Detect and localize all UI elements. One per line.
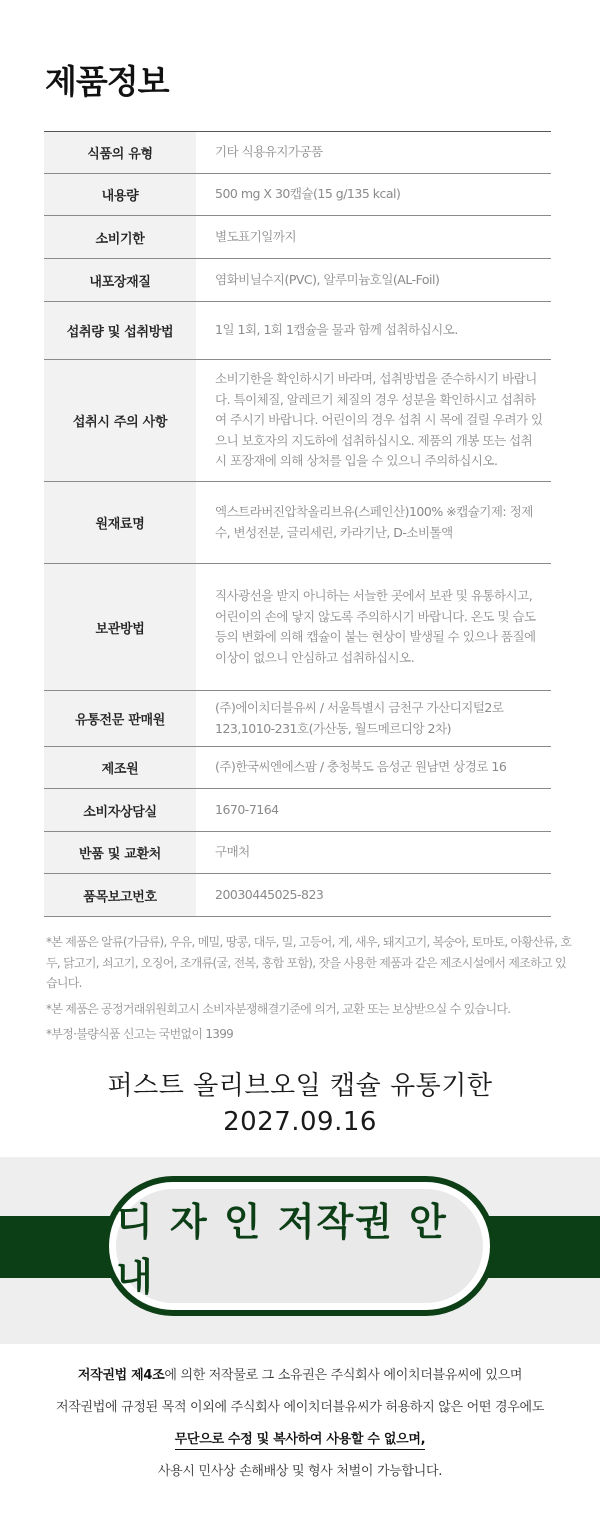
row-label: 보관방법 xyxy=(44,564,196,691)
row-value: 직사광선을 받지 아니하는 서늘한 곳에서 보관 및 유통하시고, 어린이의 손에 닿지 않도록 주의하시기 바랍니다. 온도 및 습도 등의 변화에 의해 캡슐이 붙는 현상이 발생될 수 있으나 품질에 이상이 없으니 안심하고 섭취하십시오. xyxy=(215,588,536,665)
row-label: 원재료명 xyxy=(44,482,196,564)
row-label: 섭취시 주의 사항 xyxy=(44,360,196,482)
row-value: (주)에이치더블유씨 / 서울특별시 금천구 가산디지털2로 123,1010-231호(가산동, 월드메르디앙 2차) xyxy=(215,700,504,736)
exchange-notice: *본 제품은 공정거래위원회고시 소비자분쟁해결기준에 의거, 교환 또는 보상받으실 수 있습니다. xyxy=(46,1001,511,1016)
table-row xyxy=(44,832,551,874)
row-label: 반품 및 교환처 xyxy=(44,832,196,874)
table-row xyxy=(44,874,551,917)
row-label: 내포장재질 xyxy=(44,259,196,302)
expiry-block xyxy=(0,1068,600,1140)
row-value: 기타 식용유지가공품 xyxy=(215,144,323,160)
table-row xyxy=(44,482,551,564)
copyright-banner-title: 디 자 인 저작권 안내 xyxy=(116,1200,448,1299)
row-label: 소비자상담실 xyxy=(44,789,196,832)
report-notice: *부정·불량식품 신고는 국번없이 1399 xyxy=(46,1027,234,1041)
product-info-table xyxy=(44,131,551,917)
allergy-notice: *본 제품은 알류(가금류), 우유, 메밀, 땅콩, 대두, 밀, 고등어, 게, 새우, 돼지고기, 복숭아, 토마토, 아황산류, 호두, 닭고기, 쇠고기, 오징어, 조개류(굴, 전복, 홍합 포함), 잣을 사용한 제품과 같은 제조시설에서 제조하고 있습니다. xyxy=(46,935,572,990)
row-label: 제조원 xyxy=(44,747,196,789)
row-value: 구매처 xyxy=(215,844,250,860)
table-row xyxy=(44,302,551,360)
row-value: (주)한국씨엔에스팜 / 충청북도 음성군 원남면 상경로 16 xyxy=(215,759,507,775)
copyright-notice xyxy=(0,1360,600,1488)
copyright-law-article: 저작권법 제4조 xyxy=(77,1368,165,1383)
row-label: 식품의 유형 xyxy=(44,132,196,174)
notice-list xyxy=(46,932,572,1050)
row-label: 유통전문 판매원 xyxy=(44,691,196,747)
expiry-date: 2027.09.16 xyxy=(223,1107,377,1137)
table-row xyxy=(44,691,551,747)
row-value: 1일 1회, 1회 1캡슐을 물과 함께 섭취하십시오. xyxy=(215,322,458,338)
copyright-warning: 무단으로 수정 및 복사하여 사용할 수 없으며, xyxy=(175,1432,426,1450)
table-row xyxy=(44,564,551,691)
expiry-title: 퍼스트 올리브오일 캡슐 유통기한 xyxy=(107,1071,493,1101)
table-row xyxy=(44,216,551,259)
copyright-banner-pill xyxy=(116,1189,483,1303)
table-row xyxy=(44,789,551,832)
row-label: 품목보고번호 xyxy=(44,874,196,917)
row-value: 염화비닐수지(PVC), 알루미늄호일(AL-Foil) xyxy=(215,271,440,287)
row-value: 1670-7164 xyxy=(215,801,279,817)
row-label: 섭취량 및 섭취방법 xyxy=(44,302,196,360)
table-row xyxy=(44,132,551,174)
row-value: 20030445025-823 xyxy=(215,886,324,902)
copyright-line-4: 사용시 민사상 손해배상 및 형사 처벌이 가능합니다. xyxy=(157,1464,443,1479)
copyright-line-3 xyxy=(0,1424,600,1456)
table-row xyxy=(44,259,551,302)
table-row xyxy=(44,360,551,482)
row-label: 소비기한 xyxy=(44,216,196,259)
row-value: 소비기한을 확인하시기 바라며, 섭취방법을 준수하시기 바랍니다. 특이체질, 알레르기 체질의 경우 성분을 확인하시고 섭취하여 주시기 바랍니다. 어린이의 경우 섭취 시 목에 걸릴 우려가 있으니 보호자의 지도하에 섭취하십시오. 제품의 개봉 또는 섭취 시 포장재에 의해 상처를 입을 수 있으니 주의하십시오. xyxy=(215,371,543,469)
row-label: 내용량 xyxy=(44,174,196,216)
row-value: 엑스트라버진압착올리브유(스페인산)100% ※캡슐기제: 정제수, 변성전분, 글리세린, 카라기난, D-소비톨액 xyxy=(215,504,533,540)
table-row xyxy=(44,747,551,789)
copyright-line-2: 저작권법에 규정된 목적 이외에 주식회사 에이치더블유씨가 허용하지 않은 어떤 경우에도 xyxy=(55,1400,545,1415)
copyright-line-1-text: 에 의한 저작물로 그 소유권은 주식회사 에이치더블유씨에 있으며 xyxy=(164,1368,523,1383)
copyright-line-1 xyxy=(0,1360,600,1392)
row-value: 별도표기일까지 xyxy=(215,228,297,244)
row-value: 500 mg X 30캡슐(15 g/135 kcal) xyxy=(215,186,401,202)
page-title: 제품정보 xyxy=(45,62,169,101)
table-row xyxy=(44,174,551,216)
